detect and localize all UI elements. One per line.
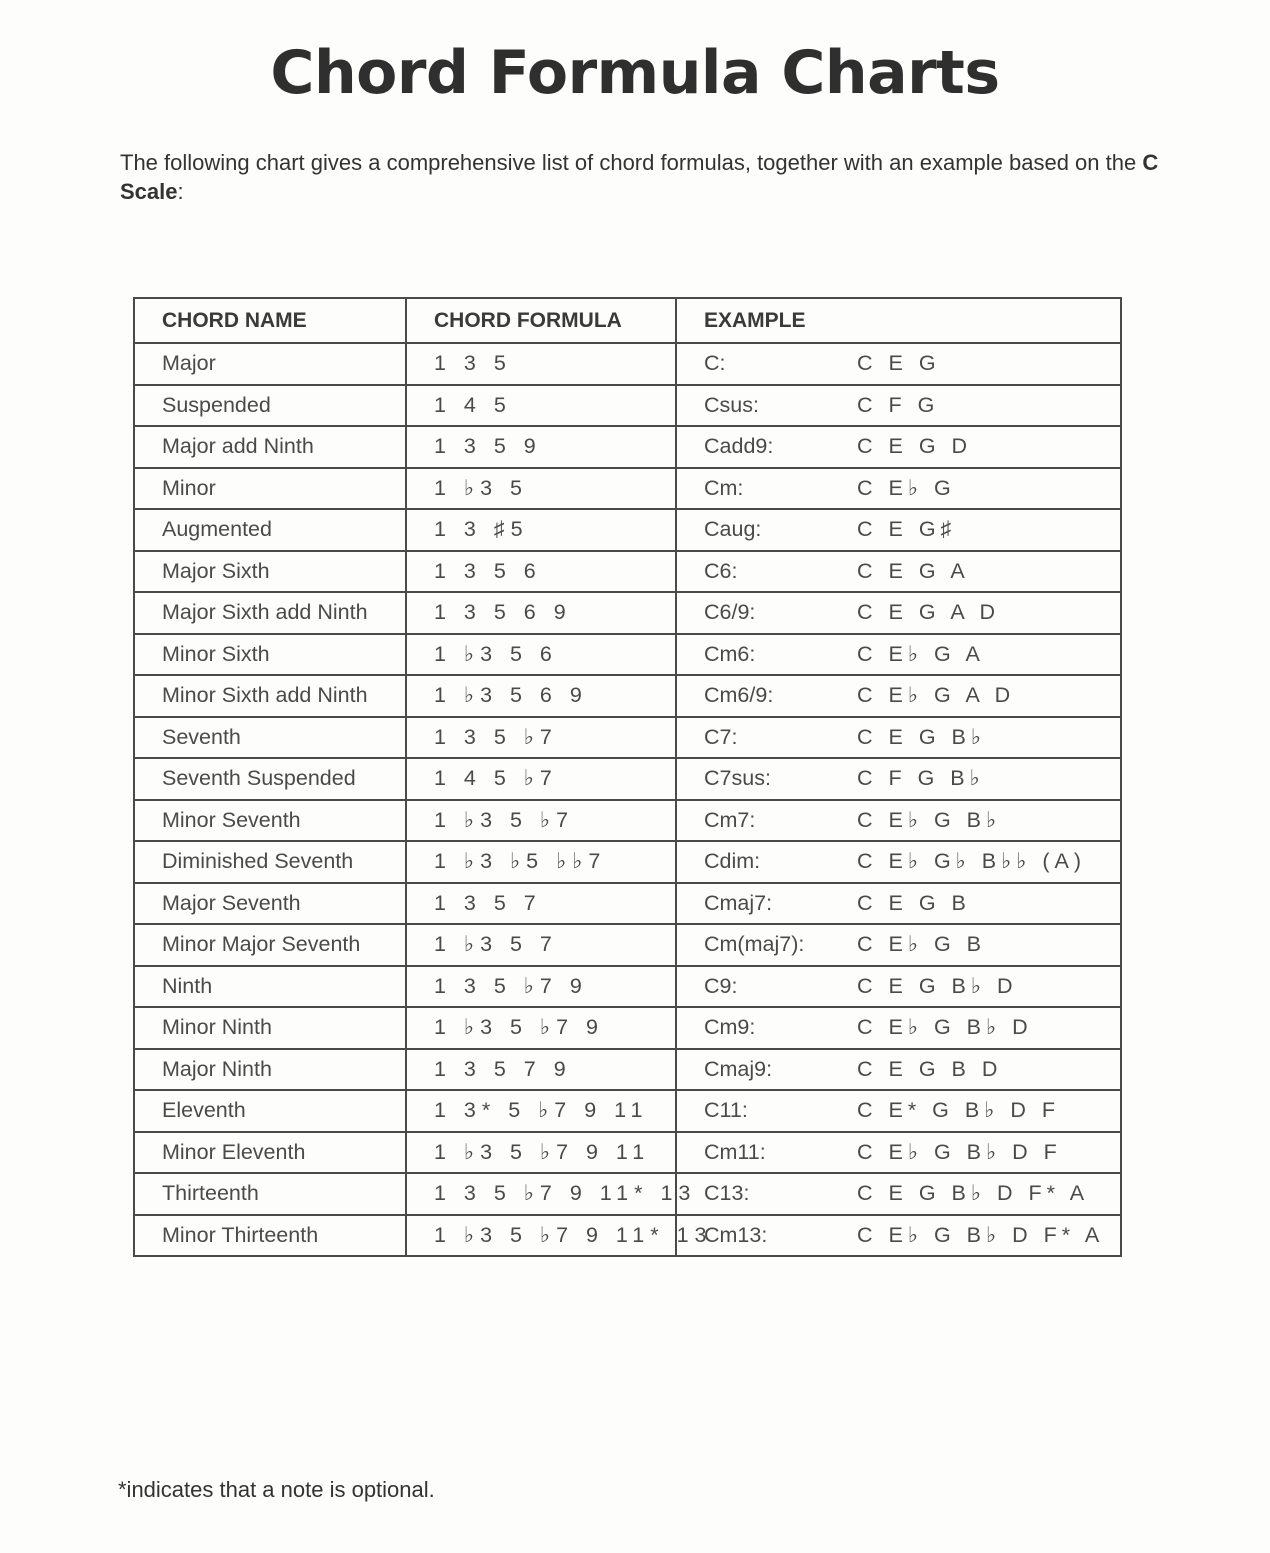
header-chord-formula: CHORD FORMULA (406, 298, 676, 343)
chord-notes: C E G A D (857, 600, 1000, 625)
table-row (134, 592, 1121, 634)
chord-name-cell: Minor Ninth (134, 1007, 406, 1049)
chord-symbol: C7: (704, 724, 738, 749)
chord-name-cell: Augmented (134, 509, 406, 551)
example-cell (676, 426, 1121, 468)
chord-symbol: C7sus: (704, 766, 771, 791)
chord-formula-table (133, 297, 1122, 1257)
chord-symbol: Cdim: (704, 849, 761, 874)
chord-formula-cell: 1 3 5 (406, 343, 676, 385)
chord-notes: C F G B♭ (857, 766, 985, 791)
chord-symbol: Cm6/9: (704, 683, 774, 708)
chord-formula-cell: 1 3 5 9 (406, 426, 676, 468)
table-row (134, 1090, 1121, 1132)
example-cell (676, 592, 1121, 634)
chord-notes: C E G B♭ D F* A (857, 1181, 1090, 1206)
example-cell (676, 758, 1121, 800)
chord-symbol: Cmaj7: (704, 890, 773, 915)
table-row (134, 1173, 1121, 1215)
example-cell (676, 841, 1121, 883)
chord-symbol: C9: (704, 973, 738, 998)
footnote: *indicates that a note is optional. (118, 1477, 435, 1502)
chord-name-cell: Seventh Suspended (134, 758, 406, 800)
chord-symbol: Cmaj9: (704, 1056, 773, 1081)
table-row (134, 1007, 1121, 1049)
table-row (134, 758, 1121, 800)
example-cell (676, 1215, 1121, 1257)
intro-suffix: : (177, 179, 184, 204)
table-row (134, 385, 1121, 427)
example-cell (676, 551, 1121, 593)
chord-notes: C E G B♭ D (857, 973, 1018, 998)
header-chord-name: CHORD NAME (134, 298, 406, 343)
chord-symbol: C6: (704, 558, 738, 583)
chord-formula-cell: 1 3 5 7 (406, 883, 676, 925)
table-row (134, 841, 1121, 883)
chord-formula-cell: 1 4 5 ♭7 (406, 758, 676, 800)
chord-formula-cell: 1 ♭3 5 6 9 (406, 675, 676, 717)
chord-formula-cell: 1 3 5 ♭7 9 (406, 966, 676, 1008)
example-cell (676, 385, 1121, 427)
table-row (134, 343, 1121, 385)
table-row (134, 966, 1121, 1008)
chord-symbol: Cadd9: (704, 434, 774, 459)
chord-name-cell: Major add Ninth (134, 426, 406, 468)
chord-name-cell: Minor Seventh (134, 800, 406, 842)
intro-scale: C Scale (120, 150, 1159, 204)
table-row (134, 1215, 1121, 1257)
chord-name-cell: Diminished Seventh (134, 841, 406, 883)
chord-name-cell: Seventh (134, 717, 406, 759)
chord-formula-cell: 1 ♭3 5 (406, 468, 676, 510)
table-row (134, 717, 1121, 759)
example-cell (676, 717, 1121, 759)
chord-symbol: C13: (704, 1181, 750, 1206)
chord-symbol: Cm9: (704, 1015, 756, 1040)
chord-notes: C E♭ G B♭ D (857, 1015, 1033, 1040)
chord-notes: C E♭ G B♭ (857, 807, 1002, 832)
chord-symbol: Cm13: (704, 1222, 768, 1247)
chord-symbol: Cm6: (704, 641, 756, 666)
chord-notes: C E♭ G B♭ D F* A (857, 1222, 1105, 1247)
chord-name-cell: Minor Sixth (134, 634, 406, 676)
example-cell (676, 924, 1121, 966)
chord-formula-cell: 1 ♭3 5 ♭7 9 (406, 1007, 676, 1049)
chord-name-cell: Major (134, 343, 406, 385)
example-cell (676, 468, 1121, 510)
chord-formula-cell: 1 3 5 ♭7 9 11* 13 (406, 1173, 676, 1215)
table-row (134, 800, 1121, 842)
example-cell (676, 343, 1121, 385)
chord-name-cell: Major Seventh (134, 883, 406, 925)
chord-name-cell: Major Sixth (134, 551, 406, 593)
intro-paragraph (120, 148, 1160, 206)
chord-formula-cell: 1 ♭3 ♭5 ♭♭7 (406, 841, 676, 883)
chord-symbol: C11: (704, 1098, 748, 1123)
example-cell (676, 675, 1121, 717)
chord-notes: C E G A (857, 558, 970, 583)
chord-symbol: Csus: (704, 392, 759, 417)
chord-formula-cell: 1 ♭3 5 ♭7 (406, 800, 676, 842)
table-row (134, 509, 1121, 551)
chord-symbol: C6/9: (704, 600, 756, 625)
chord-name-cell: Ninth (134, 966, 406, 1008)
example-cell (676, 1173, 1121, 1215)
chord-formula-cell: 1 ♭3 5 6 (406, 634, 676, 676)
chord-symbol: Caug: (704, 517, 762, 542)
chord-formula-cell: 1 3* 5 ♭7 9 11 (406, 1090, 676, 1132)
chord-notes: C E G♯ (857, 517, 957, 542)
chord-notes: C E♭ G A (857, 641, 985, 666)
chord-notes: C E♭ G A D (857, 683, 1016, 708)
chord-formula-cell: 1 3 5 6 (406, 551, 676, 593)
chord-name-cell: Minor (134, 468, 406, 510)
table-row (134, 551, 1121, 593)
example-cell (676, 1090, 1121, 1132)
chord-notes: C E♭ G♭ B♭♭ (A) (857, 849, 1087, 874)
chord-symbol: Cm7: (704, 807, 756, 832)
example-cell (676, 509, 1121, 551)
chord-name-cell: Minor Sixth add Ninth (134, 675, 406, 717)
table-body (134, 343, 1121, 1256)
table-row (134, 468, 1121, 510)
chord-formula-cell: 1 3 ♯5 (406, 509, 676, 551)
chord-notes: C E G D (857, 434, 973, 459)
example-cell (676, 800, 1121, 842)
chord-symbol: Cm11: (704, 1139, 766, 1164)
example-cell (676, 966, 1121, 1008)
chord-notes: C F G (857, 392, 940, 417)
table-row (134, 675, 1121, 717)
example-cell (676, 1049, 1121, 1091)
table-row (134, 924, 1121, 966)
chord-formula-cell: 1 ♭3 5 ♭7 9 11 (406, 1132, 676, 1174)
chord-formula-cell: 1 3 5 6 9 (406, 592, 676, 634)
chord-symbol: Cm(maj7): (704, 932, 805, 957)
table-row (134, 883, 1121, 925)
chord-formula-cell: 1 ♭3 5 ♭7 9 11* 13 (406, 1215, 676, 1257)
intro-text: The following chart gives a comprehensive list of chord formulas, together with an example based on the (120, 150, 1143, 175)
example-cell (676, 634, 1121, 676)
chord-name-cell: Suspended (134, 385, 406, 427)
chord-notes: C E♭ G B (857, 932, 986, 957)
chord-formula-cell: 1 4 5 (406, 385, 676, 427)
example-cell (676, 1007, 1121, 1049)
chord-formula-cell: 1 3 5 7 9 (406, 1049, 676, 1091)
table-header-row (134, 298, 1121, 343)
chord-notes: C E G B D (857, 1056, 1003, 1081)
example-cell (676, 883, 1121, 925)
chord-symbol: Cm: (704, 475, 744, 500)
chord-formula-cell: 1 3 5 ♭7 (406, 717, 676, 759)
chord-name-cell: Major Ninth (134, 1049, 406, 1091)
chord-notes: C E G (857, 351, 941, 376)
chord-notes: C E* G B♭ D F (857, 1098, 1060, 1123)
chord-name-cell: Minor Eleventh (134, 1132, 406, 1174)
chord-name-cell: Minor Thirteenth (134, 1215, 406, 1257)
header-example: EXAMPLE (676, 298, 1121, 343)
page-title: Chord Formula Charts (270, 38, 1000, 108)
chord-name-cell: Thirteenth (134, 1173, 406, 1215)
example-cell (676, 1132, 1121, 1174)
chord-name-cell: Major Sixth add Ninth (134, 592, 406, 634)
table-row (134, 1132, 1121, 1174)
chord-symbol: C: (704, 351, 726, 376)
chord-notes: C E G B (857, 890, 971, 915)
table-row (134, 1049, 1121, 1091)
chord-name-cell: Eleventh (134, 1090, 406, 1132)
chord-notes: C E♭ G (857, 475, 956, 500)
table-row (134, 426, 1121, 468)
chord-notes: C E♭ G B♭ D F (857, 1139, 1062, 1164)
table-row (134, 634, 1121, 676)
chord-formula-cell: 1 ♭3 5 7 (406, 924, 676, 966)
chord-name-cell: Minor Major Seventh (134, 924, 406, 966)
chord-notes: C E G B♭ (857, 724, 986, 749)
